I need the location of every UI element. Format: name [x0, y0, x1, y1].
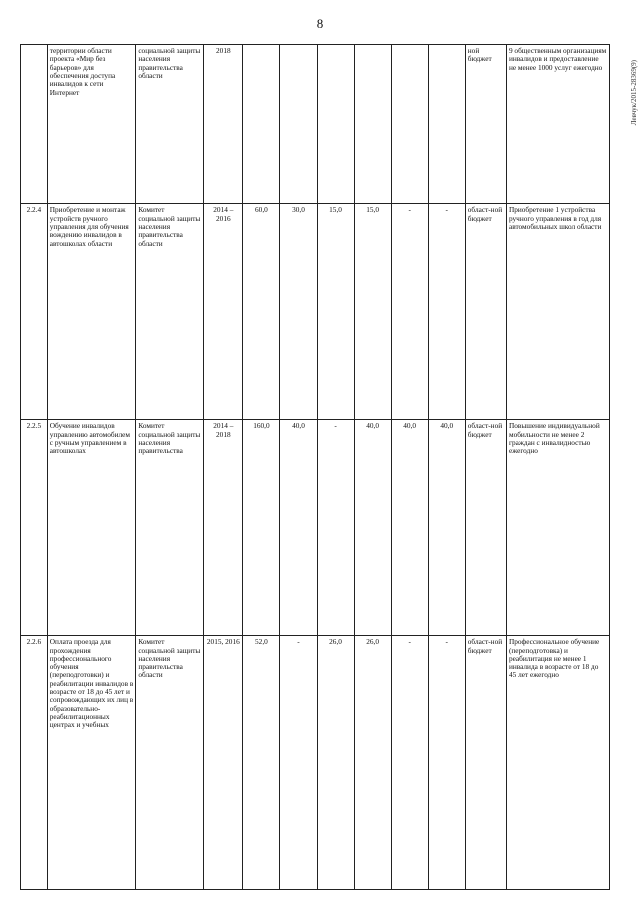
cell-total: 60,0 [243, 204, 280, 420]
cell-activity-name: территории области проекта «Мир без барьеров» для обеспечения доступа инвалидов к сети Интернет [47, 45, 136, 204]
cell-year2: 26,0 [317, 636, 354, 890]
cell-year1 [280, 45, 317, 204]
cell-funding-source: област-ной бюджет [465, 636, 506, 890]
cell-term: 2018 [204, 45, 243, 204]
cell-year1: 40,0 [280, 420, 317, 636]
cell-term: 2014 – 2018 [204, 420, 243, 636]
cell-year2: 15,0 [317, 204, 354, 420]
cell-year3: 40,0 [354, 420, 391, 636]
cell-year4 [391, 45, 428, 204]
cell-activity-name: Оплата проезда для прохождения профессионального обучения (переподготовки) и реабилитации инвалидов в возрасте от 18 до 45 лет и сопровождающих их лиц в образовательно-реабилитационных центрах и учебных [47, 636, 136, 890]
cell-executor: Комитет социальной защиты населения правительства [136, 420, 204, 636]
cell-year3: 26,0 [354, 636, 391, 890]
cell-year2: - [317, 420, 354, 636]
program-activities-table [20, 44, 610, 890]
cell-number [21, 45, 48, 204]
cell-activity-name: Приобретение и монтаж устройств ручного управления для обучения вождению инвалидов в автошколах области [47, 204, 136, 420]
page-number: 8 [316, 16, 324, 31]
cell-year4: - [391, 204, 428, 420]
cell-year5: 40,0 [428, 420, 465, 636]
cell-term: 2014 – 2016 [204, 204, 243, 420]
table-row-2-2-4 [21, 204, 610, 420]
cell-year5: - [428, 636, 465, 890]
cell-expected-result: Приобретение 1 устройства ручного управления в год для автомобильных школ области [506, 204, 609, 420]
cell-funding-source: област-ной бюджет [465, 420, 506, 636]
cell-funding-source: област-ной бюджет [465, 204, 506, 420]
cell-total: 52,0 [243, 636, 280, 890]
cell-expected-result: Повышение индивидуальной мобильности не менее 2 граждан с инвалидностью ежегодно [506, 420, 609, 636]
cell-year4: - [391, 636, 428, 890]
cell-total: 160,0 [243, 420, 280, 636]
cell-number: 2.2.4 [21, 204, 48, 420]
cell-executor: социальной защиты населения правительства области [136, 45, 204, 204]
table-row-2-2-6 [21, 636, 610, 890]
table-row-continued [21, 45, 610, 204]
table-row-2-2-5 [21, 420, 610, 636]
cell-funding-source: ной бюджет [465, 45, 506, 204]
program-table-sheet [20, 44, 610, 890]
cell-executor: Комитет социальной защиты населения правительства области [136, 636, 204, 890]
cell-number: 2.2.5 [21, 420, 48, 636]
cell-year4: 40,0 [391, 420, 428, 636]
side-caption: Левчук/2015-28369(9) [630, 60, 638, 126]
cell-year3: 15,0 [354, 204, 391, 420]
cell-year3 [354, 45, 391, 204]
cell-number: 2.2.6 [21, 636, 48, 890]
cell-year1: 30,0 [280, 204, 317, 420]
cell-expected-result: Профессиональное обучение (переподготовка) и реабилитация не менее 1 инвалида в возрасте от 18 до 45 лет ежегодно [506, 636, 609, 890]
cell-year5 [428, 45, 465, 204]
cell-total [243, 45, 280, 204]
cell-executor: Комитет социальной защиты населения правительства области [136, 204, 204, 420]
cell-expected-result: 9 общественным организациям инвалидов и предоставление не менее 1000 услуг ежегодно [506, 45, 609, 204]
cell-activity-name: Обучение инвалидов управлению автомобилем с ручным управлением в автошколах [47, 420, 136, 636]
cell-year1: - [280, 636, 317, 890]
cell-year2 [317, 45, 354, 204]
cell-year5: - [428, 204, 465, 420]
cell-term: 2015, 2016 [204, 636, 243, 890]
